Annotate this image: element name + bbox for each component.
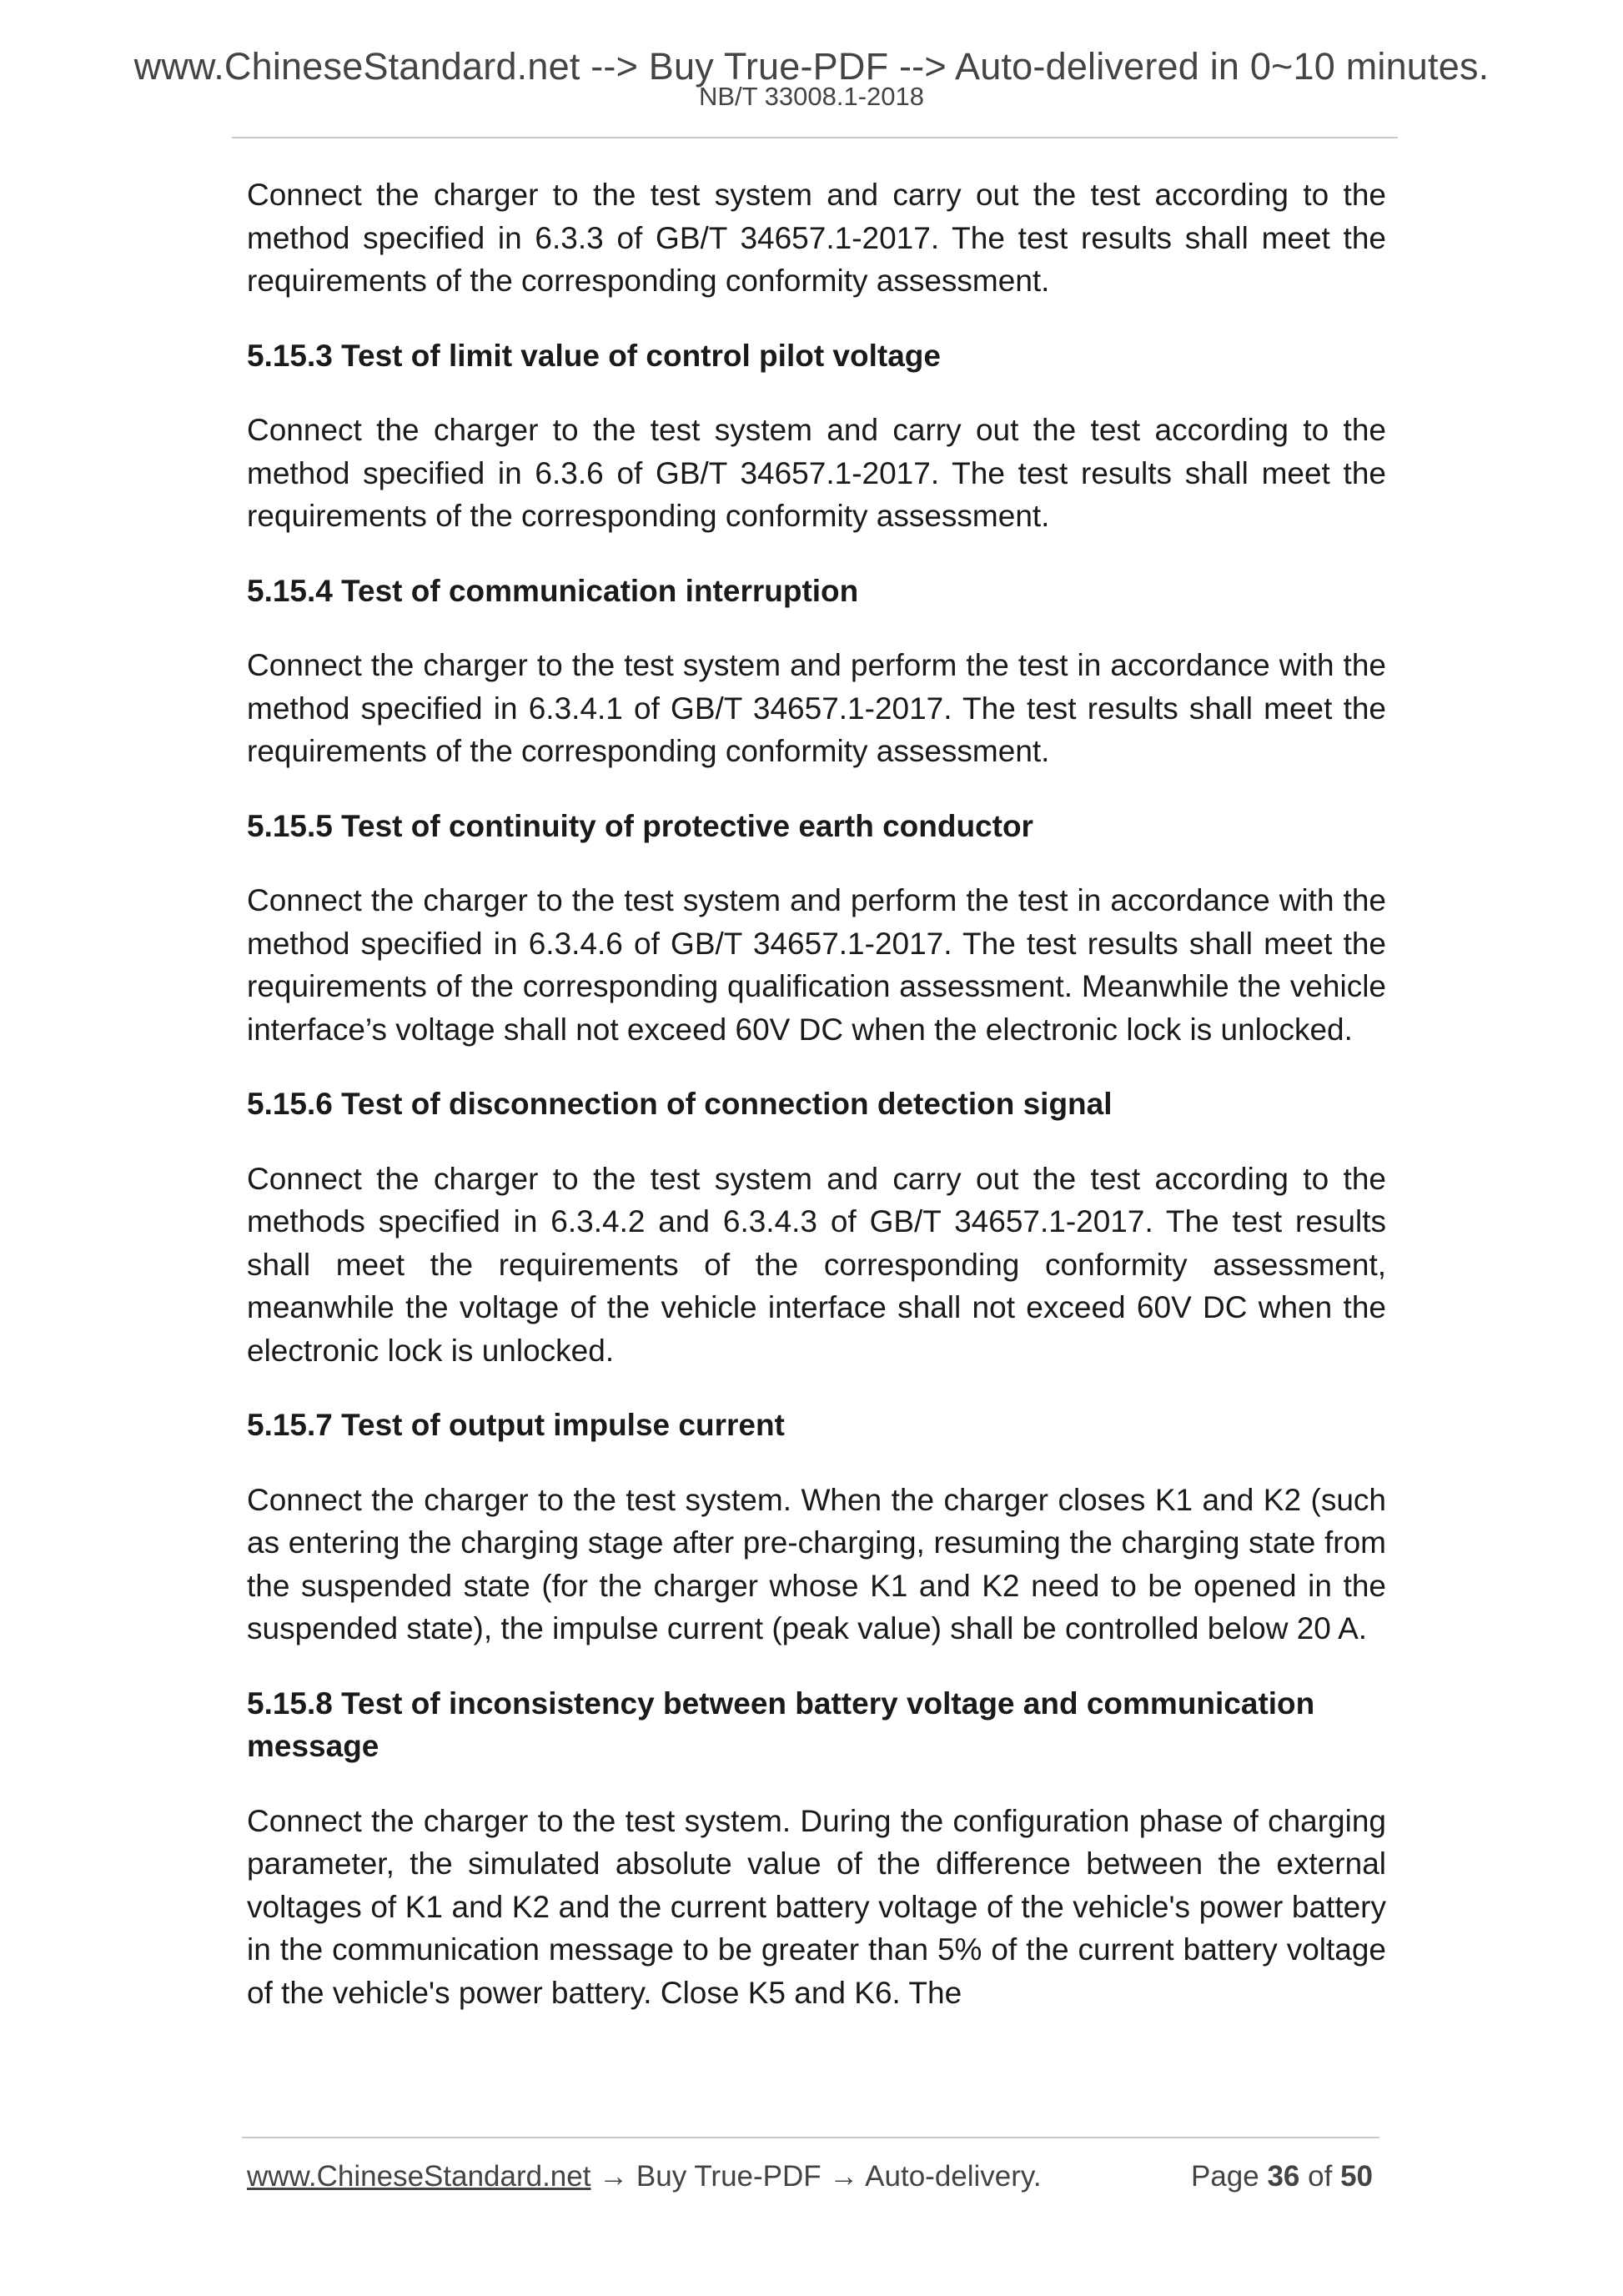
- site-banner: www.ChineseStandard.net --> Buy True-PDF --> Auto-delivered in 0~10 minutes.: [133, 45, 1490, 88]
- total-pages: 50: [1340, 2160, 1373, 2193]
- paragraph-intro: Connect the charger to the test system and carry out the test according to the method specified in 6.3.3 of GB/T 34657.1-2017. The test results shall meet the requirements of the corresponding conformity assessment.: [247, 178, 1386, 298]
- of-label: of: [1308, 2160, 1333, 2193]
- standard-code: NB/T 33008.1-2018: [698, 82, 924, 111]
- footer-site-link[interactable]: www.ChineseStandard.net: [247, 2160, 591, 2193]
- footer-left: [247, 2158, 1042, 2195]
- section-heading-5-15-8: 5.15.8 Test of inconsistency between battery voltage and communication message: [247, 1686, 1315, 1763]
- paragraph-5-15-3: Connect the charger to the test system and carry out the test according to the method specified in 6.3.6 of GB/T 34657.1-2017. The test results shall meet the requirements of the corresponding conformity assessment.: [247, 413, 1386, 533]
- document-body: [247, 173, 1386, 2046]
- section-heading-5-15-4: 5.15.4 Test of communication interruption: [247, 573, 859, 608]
- footer-divider: [242, 2137, 1379, 2138]
- section-heading-5-15-7: 5.15.7 Test of output impulse current: [247, 1408, 785, 1442]
- page-indicator: [1191, 2158, 1373, 2195]
- paragraph-5-15-8: Connect the charger to the test system. During the configuration phase of charging parameter, the simulated absolute value of the difference between the external voltages of K1 and K2 and the current battery voltage of the vehicle's power battery in the communication message to be greater than 5% of the current battery voltage of the vehicle's power battery. Close K5 and K6. The: [247, 1803, 1386, 2010]
- section-heading-5-15-6: 5.15.6 Test of disconnection of connection detection signal: [247, 1087, 1113, 1121]
- header-divider: [232, 137, 1398, 138]
- section-heading-5-15-3: 5.15.3 Test of limit value of control pilot voltage: [247, 338, 941, 373]
- footer-delivery-text: → Buy True-PDF → Auto-delivery.: [599, 2160, 1042, 2193]
- paragraph-5-15-7: Connect the charger to the test system. When the charger closes K1 and K2 (such as entering the charging stage after pre-charging, resuming the charging state from the suspended state (for the charger whose K1 and K2 need to be opened in the suspended state), the impulse current (peak value) shall be controlled below 20 A.: [247, 1482, 1386, 1645]
- paragraph-5-15-6: Connect the charger to the test system and carry out the test according to the methods specified in 6.3.4.2 and 6.3.4.3 of GB/T 34657.1-2017. The test results shall meet the requirements of the corresponding conformity assessment, meanwhile the voltage of the vehicle interface shall not exceed 60V DC when the electronic lock is unlocked.: [247, 1161, 1386, 1368]
- paragraph-5-15-5: Connect the charger to the test system and perform the test in accordance with the method specified in 6.3.4.6 of GB/T 34657.1-2017. The test results shall meet the requirements of the corresponding qualification assessment. Meanwhile the vehicle interface’s voltage shall not exceed 60V DC when the electronic lock is unlocked.: [247, 883, 1386, 1047]
- paragraph-5-15-4: Connect the charger to the test system and perform the test in accordance with the method specified in 6.3.4.1 of GB/T 34657.1-2017. The test results shall meet the requirements of the corresponding conformity assessment.: [247, 648, 1386, 768]
- section-heading-5-15-5: 5.15.5 Test of continuity of protective earth conductor: [247, 808, 1033, 843]
- page-number: 36: [1267, 2160, 1300, 2193]
- page-label: Page: [1190, 2160, 1259, 2193]
